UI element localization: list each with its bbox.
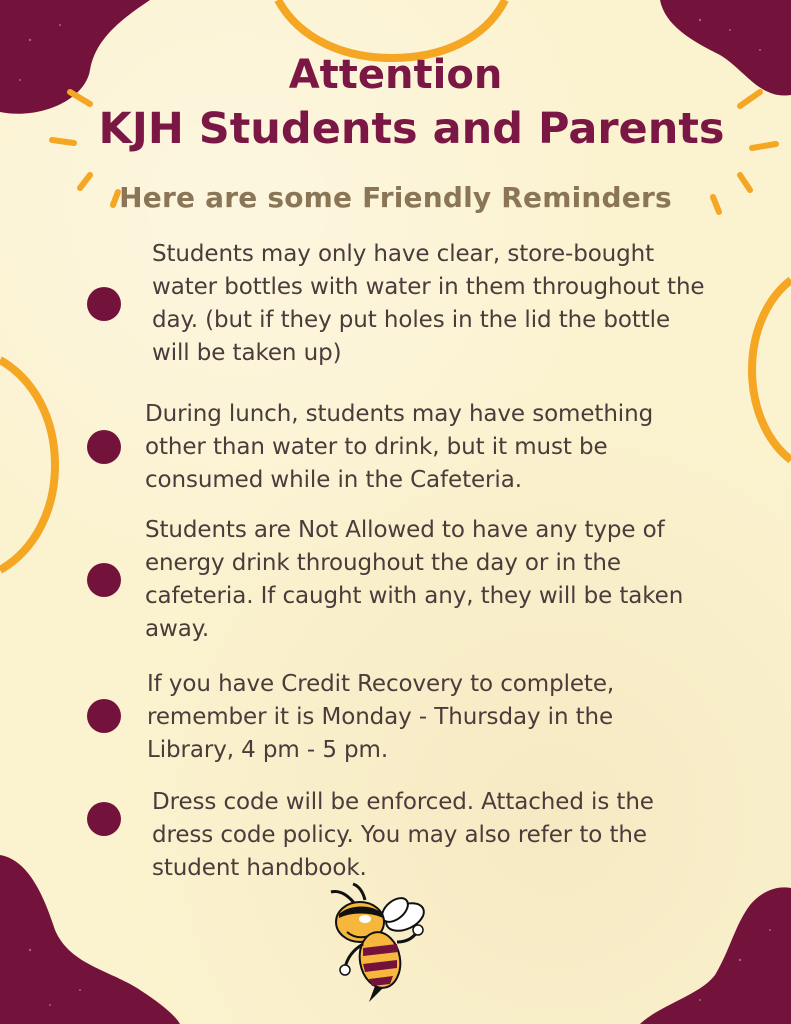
bullet-dot-icon xyxy=(87,699,121,733)
reminder-item: During lunch, students may have something other than water to drink, but it must be consumed while in the Cafeteria. xyxy=(145,401,654,493)
left-gold-arc xyxy=(0,360,55,570)
bullet-dot-icon xyxy=(87,563,121,597)
title-line-2: KJH Students and Parents xyxy=(98,104,725,154)
yellow-jacket-mascot-icon xyxy=(325,882,435,1004)
top-gold-arc xyxy=(278,0,505,58)
bullet-dot-icon xyxy=(87,287,121,321)
bottom-right-blob xyxy=(640,887,791,1024)
reminder-item: If you have Credit Recovery to complete, remember it is Monday - Thursday in the Library, 4 pm - 5 pm. xyxy=(147,671,615,763)
title-line-1: Attention xyxy=(288,52,503,98)
reminder-item: Dress code will be enforced. Attached is the dress code policy. You may also refer to the student handbook. xyxy=(152,789,654,881)
bullet-dot-icon xyxy=(87,430,121,464)
subtitle: Here are some Friendly Reminders xyxy=(119,181,672,214)
reminder-item: Students may only have clear, store-bought water bottles with water in them throughout the day. (but if they put holes in the lid the bottle will be taken up) xyxy=(152,241,705,366)
reminder-item: Students are Not Allowed to have any type of energy drink throughout the day or in the cafeteria. If caught with any, they will be taken away. xyxy=(145,517,684,642)
right-gold-arc xyxy=(752,280,791,460)
bullet-dot-icon xyxy=(87,802,121,836)
